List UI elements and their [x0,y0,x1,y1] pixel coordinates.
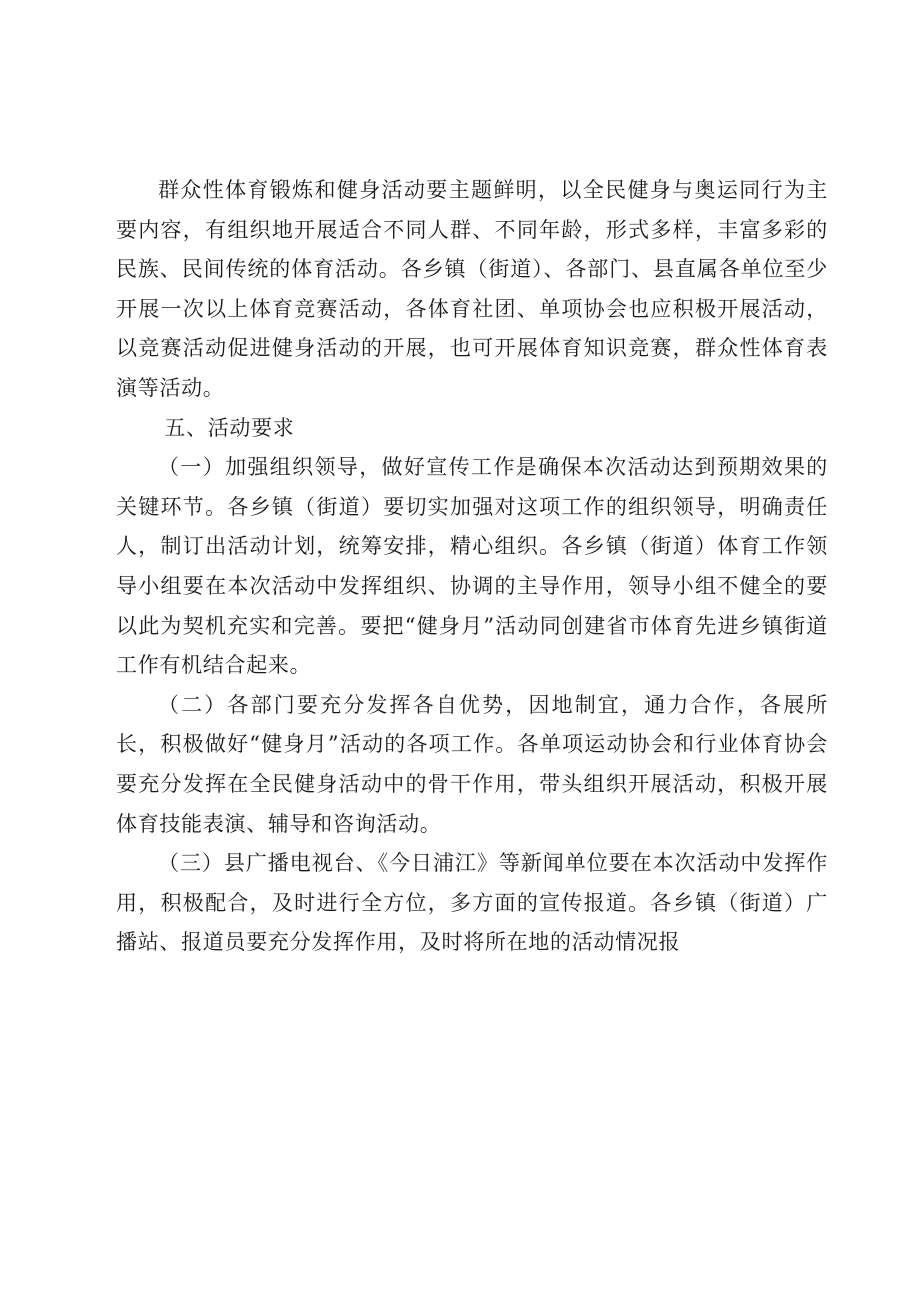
section-heading-activity-requirements: 五、活动要求 [164,415,295,440]
document-body [116,171,828,963]
paragraph-requirement-2: （二）各部门要充分发挥各自优势，因地制宜，通力合作，各展所长，积极做好“健身月”活动的各项工作。各单项运动协会和行业体育协会要充分发挥在全民健身活动中的骨干作用，带头组织开展活动，积极开展体育技能表演、辅导和咨询活动。 [116,692,828,836]
paragraph-mass-fitness: 群众性体育锻炼和健身活动要主题鲜明，以全民健身与奥运同行为主要内容，有组织地开展适合不同人群、不同年龄，形式多样，丰富多彩的民族、民间传统的体育活动。各乡镇（街道）、各部门、县直属各单位至少开展一次以上体育竞赛活动，各体育社团、单项协会也应积极开展活动，以竞赛活动促进健身活动的开展，也可开展体育知识竞赛，群众性体育表演等活动。 [116,178,828,400]
paragraph-requirement-3: （三）县广播电视台、《今日浦江》等新闻单位要在本次活动中发挥作用，积极配合，及时进行全方位，多方面的宣传报道。各乡镇（街道）广播站、报道员要充分发挥作用，及时将所在地的活动情况报 [116,851,828,955]
paragraph-requirement-1: （一）加强组织领导，做好宣传工作是确保本次活动达到预期效果的关键环节。各乡镇（街道）要切实加强对这项工作的组织领导，明确责任人，制订出活动计划，统筹安排，精心组织。各乡镇（街道）体育工作领导小组要在本次活动中发挥组织、协调的主导作用，领导小组不健全的要以此为契机充实和完善。要把“健身月”活动同创建省市体育先进乡镇街道工作有机结合起来。 [116,455,828,678]
